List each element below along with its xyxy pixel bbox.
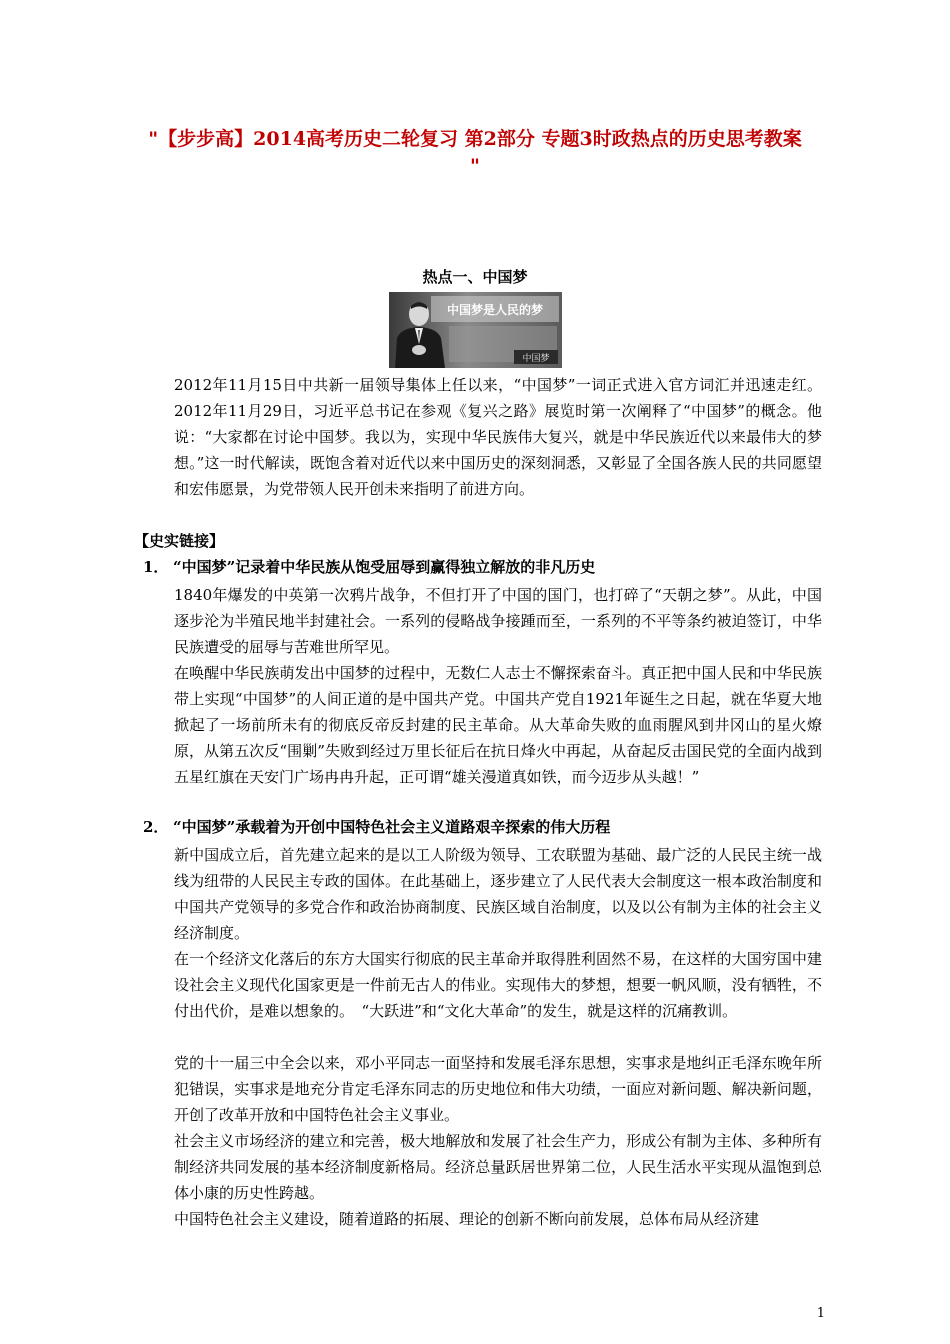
links-heading: 【史实链接】: [134, 532, 225, 550]
intro-paragraph: 2012年11月15日中共新一届领导集体上任以来，“中国梦”一词正式进入官方词汇并迅速走红。2012年11月29日，习近平总书记在参观《复兴之路》展览时第一次阐释了“中国梦”的概念。他说：“大家都在讨论中国梦。我以为，实现中华民族伟大复兴，就是中华民族近代以来最伟大的梦想。”这一时代解读，既饱含着对近代以来中国历史的深刻洞悉，又彰显了全国各族人民的共同愿望和宏伟愿景，为党带领人民开创未来指明了前进方向。: [174, 376, 822, 498]
item-2-paragraph-3: 党的十一届三中全会以来，邓小平同志一面坚持和发展毛泽东思想，实事求是地纠正毛泽东晚年所犯错误，实事求是地充分肯定毛泽东同志的历史地位和伟大功绩，一面应对新问题、解决新问题，开创了改革开放和中国特色社会主义事业。: [174, 1054, 822, 1124]
photo-banner-text: 中国梦是人民的梦: [446, 303, 544, 317]
item-heading-2: [143, 816, 823, 837]
photo-badge-text: 中国梦: [522, 354, 550, 364]
item-number: 1．: [143, 558, 169, 576]
item-heading-text: “中国梦”承载着为开创中国特色社会主义道路艰辛探索的伟大历程: [173, 818, 611, 836]
item-1-paragraph-2: 在唤醒中华民族萌发出中国梦的过程中，无数仁人志士不懈探索奋斗。真正把中国人民和中华民族带上实现“中国梦”的人间正道的是中国共产党。中国共产党自1921年诞生之日起，就在华夏大地掀起了一场前所未有的彻底反帝反封建的民主革命。从大革命失败的血雨腥风到井冈山的星火燎原，从第五次反“围剿”失败到经过万里长征后在抗日烽火中再起，从奋起反击国民党的全面内战到五星红旗在天安门广场冉冉升起，正可谓“雄关漫道真如铁，而今迈步从头越！”: [174, 664, 822, 786]
item-1-paragraph-1: 1840年爆发的中英第一次鸦片战争，不但打开了中国的国门，也打碎了“天朝之梦”。从此，中国逐步沦为半殖民地半封建社会。一系列的侵略战争接踵而至，一系列的不平等条约被迫签订，中华民族遭受的屈辱与苦难世所罕见。: [174, 586, 822, 656]
title-quote-open: ": [148, 128, 159, 150]
hotspot-heading: 热点一、中国梦: [422, 268, 528, 286]
page-number: 1: [816, 1306, 825, 1321]
title-main: 【步步高】2014高考历史二轮复习 第2部分 专题3时政热点的历史思考教案: [158, 128, 802, 150]
item-number: 2．: [143, 818, 169, 836]
document-title: [120, 122, 830, 176]
item-2-paragraph-2: 在一个经济文化落后的东方大国实行彻底的民主革命并取得胜利固然不易，在这样的大国穷国中建设社会主义现代化国家更是一件前无古人的伟业。实现伟大的梦想，想要一帆风顺，没有牺牲，不付出代价，是难以想象的。 “大跃进”和“文化大革命”的发生，就是这样的沉痛教训。: [174, 950, 822, 1020]
item-2-paragraph-5: 中国特色社会主义建设，随着道路的拓展、理论的创新不断向前发展，总体布局从经济建: [174, 1210, 760, 1228]
chinese-dream-photo: [389, 292, 562, 368]
item-2-paragraph-4: 社会主义市场经济的建立和完善，极大地解放和发展了社会生产力，形成公有制为主体、多种所有制经济共同发展的基本经济制度新格局。经济总量跃居世界第二位，人民生活水平实现从温饱到总体小康的历史性跨越。: [174, 1132, 822, 1202]
photo-illustration: [389, 292, 562, 368]
title-quote-close: ": [470, 155, 480, 177]
item-heading-1: [143, 556, 823, 577]
item-heading-text: “中国梦”记录着中华民族从饱受屈辱到赢得独立解放的非凡历史: [173, 558, 596, 576]
item-2-paragraph-1: 新中国成立后，首先建立起来的是以工人阶级为领导、工农联盟为基础、最广泛的人民民主统一战线为纽带的人民民主专政的国体。在此基础上，逐步建立了人民代表大会制度这一根本政治制度和中国共产党领导的多党合作和政治协商制度、民族区域自治制度，以及以公有制为主体的社会主义经济制度。: [174, 846, 822, 942]
